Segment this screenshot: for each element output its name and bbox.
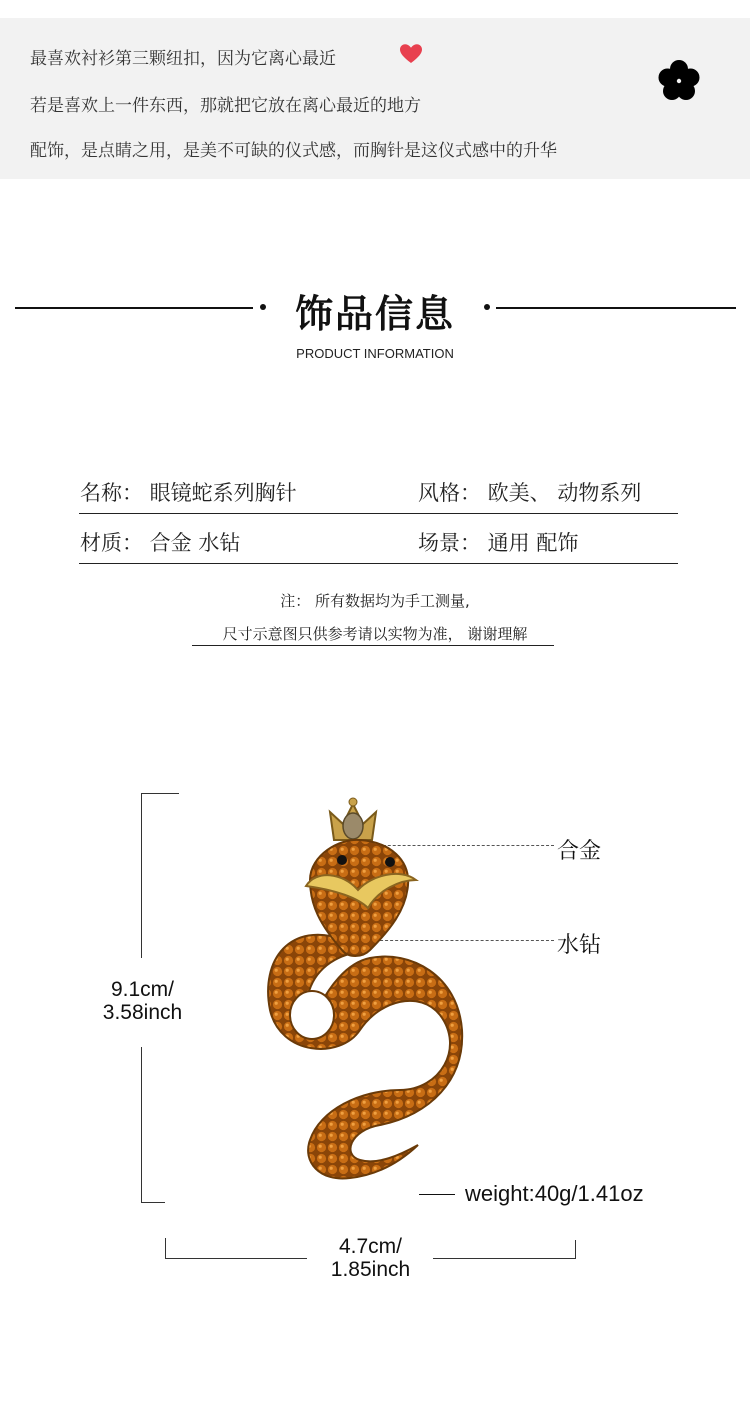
info-scene: 场景： 通用 配饰 bbox=[418, 531, 579, 555]
intro-line-3: 配饰，是点睛之用，是美不可缺的仪式感，而胸针是这仪式感中的升华 bbox=[30, 141, 557, 161]
callout-rhinestone: 水钻 bbox=[557, 933, 602, 958]
width-label bbox=[318, 1235, 423, 1281]
note-underline bbox=[192, 645, 554, 646]
height-label bbox=[90, 978, 195, 1024]
width-inch: 1.85inch bbox=[330, 1258, 411, 1281]
width-bracket-line-left bbox=[165, 1258, 307, 1259]
height-bracket-upper bbox=[141, 793, 142, 958]
title-dot-right bbox=[484, 304, 490, 310]
title-rule-right bbox=[496, 307, 736, 309]
width-bracket-line-right bbox=[433, 1258, 575, 1259]
height-bracket-bottom bbox=[141, 1202, 165, 1203]
intro-line-2: 若是喜欢上一件东西，那就把它放在离心最近的地方 bbox=[30, 96, 421, 116]
height-bracket-lower bbox=[141, 1047, 142, 1203]
width-bracket-right bbox=[575, 1240, 576, 1259]
info-material: 材质： 合金 水钻 bbox=[80, 531, 241, 555]
width-cm: 4.7cm/ bbox=[338, 1235, 403, 1258]
flower-icon bbox=[656, 58, 702, 104]
section-title: 饰品信息 bbox=[294, 292, 455, 336]
info-divider-2 bbox=[79, 563, 678, 564]
callout-alloy: 合金 bbox=[557, 839, 602, 864]
heart-icon bbox=[400, 44, 422, 64]
note-line-2: 尺寸示意图只供参考请以实物为准， 谢谢理解 bbox=[222, 625, 528, 643]
weight-dash bbox=[419, 1194, 455, 1195]
weight-label: weight:40g/1.41oz bbox=[465, 1181, 644, 1206]
section-subtitle: PRODUCT INFORMATION bbox=[296, 346, 454, 361]
info-name: 名称： 眼镜蛇系列胸针 bbox=[80, 481, 297, 505]
info-style: 风格： 欧美、 动物系列 bbox=[418, 481, 642, 505]
note-line-1: 注： 所有数据均为手工测量, bbox=[280, 592, 470, 610]
height-bracket-top bbox=[141, 793, 179, 794]
width-bracket-left bbox=[165, 1238, 166, 1258]
intro-line-1: 最喜欢衬衫第三颗纽扣，因为它离心最近 bbox=[30, 49, 336, 69]
cobra-brooch-image bbox=[250, 790, 480, 1190]
info-divider-1 bbox=[79, 513, 678, 514]
height-cm: 9.1cm/ bbox=[110, 978, 175, 1001]
height-inch: 3.58inch bbox=[102, 1001, 183, 1024]
